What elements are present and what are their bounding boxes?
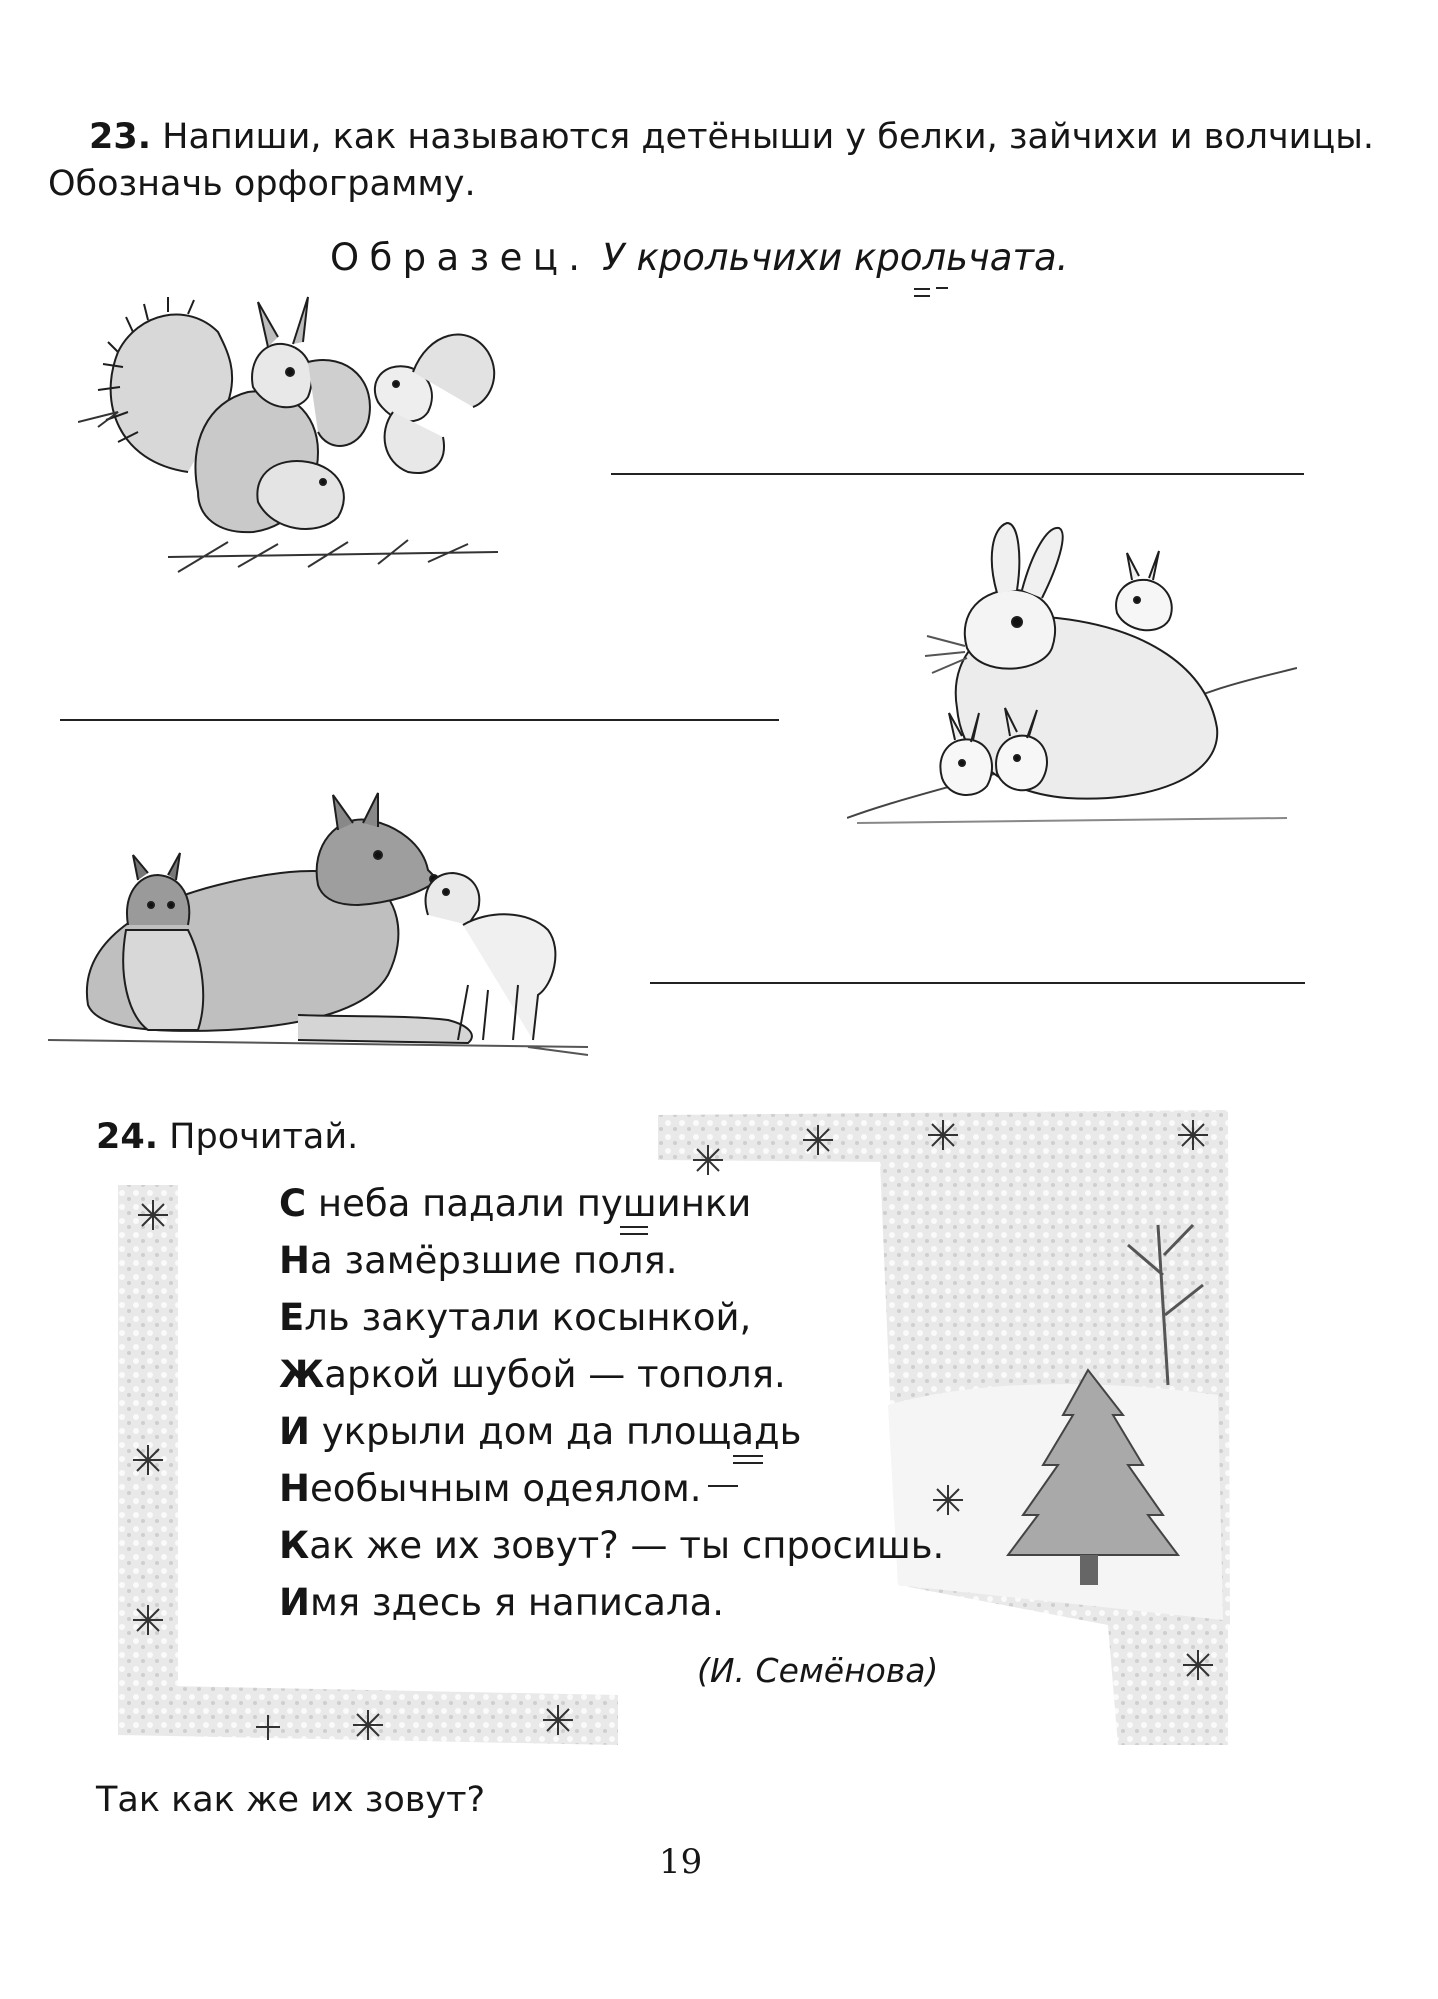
wolf-illustration [48,785,598,1060]
poem-line [279,1232,944,1289]
poem-text: ак же их зовут? — ты спросишь. [309,1524,945,1567]
task-24-question: Так как же их зовут? [96,1780,486,1820]
task-23-instruction-line2: Обозначь орфограмму. [48,164,476,204]
sample-orthogram-mark-3 [936,287,948,289]
sample-orthogram-mark [914,288,930,290]
poem-text: мя здесь я написала. [309,1581,725,1624]
poem [279,1175,944,1631]
task-24-text: Прочитай. [169,1117,359,1157]
poem-text: аркой шубой — тополя. [324,1353,786,1396]
poem-initial: Ж [279,1353,325,1396]
poem-initial: Н [279,1467,310,1510]
poem-line [279,1460,944,1517]
squirrel-illustration [78,292,548,612]
task-23-text: Напиши, как называются детёныши у белки, зайчихи и волчицы. [162,117,1374,157]
answer-line-squirrel[interactable] [611,473,1304,475]
task-23-sample [330,236,1068,279]
poem-line [279,1175,944,1232]
poem-orthogram-mark [620,1233,648,1235]
poem-orthogram-mark [708,1485,738,1487]
poem-text: укрыли дом да площадь [309,1410,802,1453]
poem-text: еобычным одеялом. [309,1467,702,1510]
sample-label: Образец. [330,236,591,279]
poem-author: (И. Семёнова) [697,1651,939,1690]
poem-line [279,1517,944,1574]
poem-initial: И [279,1581,310,1624]
poem-orthogram-mark [733,1462,763,1464]
poem-text: неба падали пушинки [317,1182,752,1225]
task-23-instruction [89,115,1389,160]
poem-line [279,1574,944,1631]
poem-initial: И [279,1410,310,1453]
poem-text: ль закутали косынкой, [304,1296,752,1339]
poem-initial: Н [279,1239,310,1282]
poem-orthogram-mark [620,1226,648,1228]
task-23-number: 23. [89,117,152,157]
answer-line-wolf[interactable] [650,982,1305,984]
poem-orthogram-mark [733,1455,763,1457]
poem-line [279,1289,944,1346]
answer-line-hare[interactable] [60,719,779,721]
poem-initial: С [279,1182,307,1225]
sample-orthogram-mark-2 [914,295,930,297]
poem-text: а замёрзшие поля. [309,1239,678,1282]
task-24-number: 24. [96,1117,159,1157]
poem-line [279,1403,944,1460]
poem-initial: К [279,1524,310,1567]
page-number: 19 [659,1842,703,1882]
poem-initial: Е [279,1296,305,1339]
hare-illustration [847,518,1297,828]
poem-line [279,1346,944,1403]
sample-text: У крольчихи крольчата. [602,236,1069,279]
